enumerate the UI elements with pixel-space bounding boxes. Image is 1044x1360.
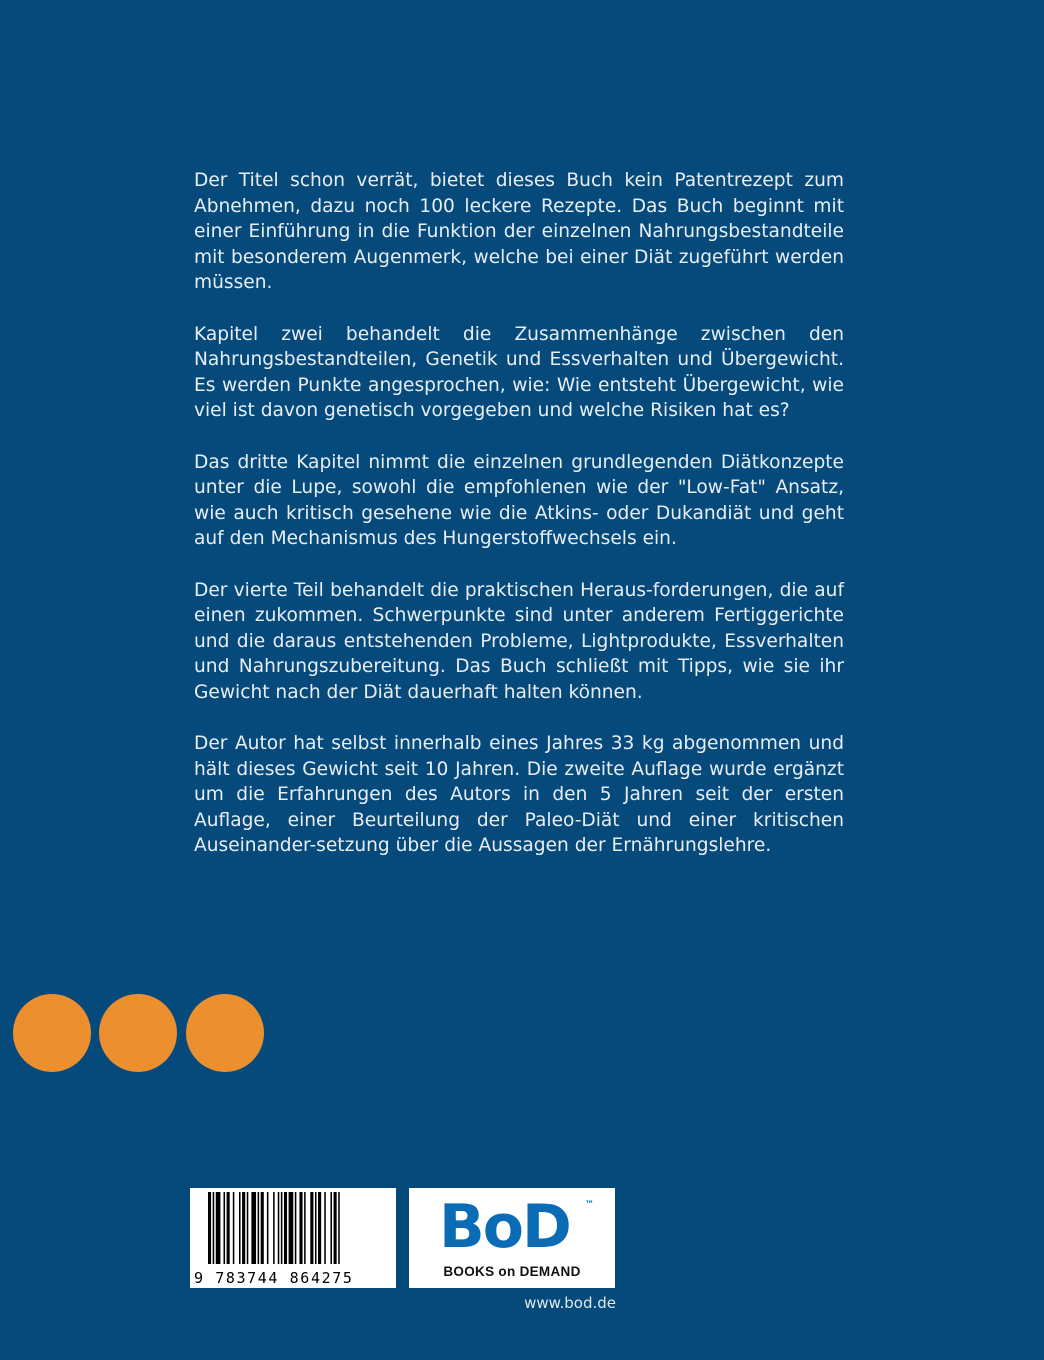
back-cover-blurb <box>194 168 844 885</box>
publisher-tagline: BOOKS on DEMAND <box>443 1264 581 1279</box>
orange-dot-3 <box>186 994 264 1072</box>
blurb-paragraph-4: Der vierte Teil behandelt die praktischen Heraus-forderungen, die auf einen zukommen. Schwerpunkte sind unter anderem Fertiggerichte und die daraus entstehenden Probleme, Lightprodukte, Essverhalten und Nahrungszubereitung. Das Buch schließt mit Tipps, wie sie ihr Gewicht nach der Diät dauerhaft halten können. <box>194 579 844 703</box>
blurb-paragraph-2: Kapitel zwei behandelt die Zusammenhänge zwischen den Nahrungsbestandteilen, Genetik und Essverhalten und Übergewicht. Es werden Punkte angesprochen, wie: Wie entsteht Übergewicht, wie viel ist davon genetisch vorgegeben und welche Risiken hat es? <box>194 323 844 422</box>
barcode-bars <box>208 1192 384 1264</box>
publisher-url[interactable]: www.bod.de <box>524 1294 616 1312</box>
publisher-logo <box>409 1188 615 1288</box>
orange-dot-1 <box>13 994 91 1072</box>
blurb-paragraph-1: Der Titel schon verrät, bietet dieses Buch kein Patentrezept zum Abnehmen, dazu noch 100 leckere Rezepte. Das Buch beginnt mit einer Einführung in die Funktion der einzelnen Nahrungsbestandteile mit besonderem Augenmerk, welche bei einer Diät zugeführt werden müssen. <box>194 170 844 294</box>
blurb-paragraph-3: Das dritte Kapitel nimmt die einzelnen grundlegenden Diätkonzepte unter die Lupe, sowohl die empfohlenen wie der "Low-Fat" Ansatz, wie auch kritisch gesehene wie die Atkins- oder Dukandiät und geht auf den Mechanismus des Hungerstoffwechsels ein. <box>194 451 844 550</box>
isbn-barcode <box>190 1188 396 1288</box>
bod-logo-mark: BoD <box>439 1192 570 1262</box>
orange-dot-2 <box>99 994 177 1072</box>
trademark-symbol: ™ <box>585 1200 594 1210</box>
isbn-digits: 9 783744 864275 <box>194 1269 354 1287</box>
blurb-paragraph-5: Der Autor hat selbst innerhalb eines Jahres 33 kg abgenommen und hält dieses Gewicht seit 10 Jahren. Die zweite Auflage wurde ergänzt um die Erfahrungen des Autors in den 5 Jahren seit der ersten Auflage, einer Beurteilung der Paleo-Diät und einer kritischen Auseinander-setzung über die Aussagen der Ernährungslehre. <box>194 733 844 857</box>
